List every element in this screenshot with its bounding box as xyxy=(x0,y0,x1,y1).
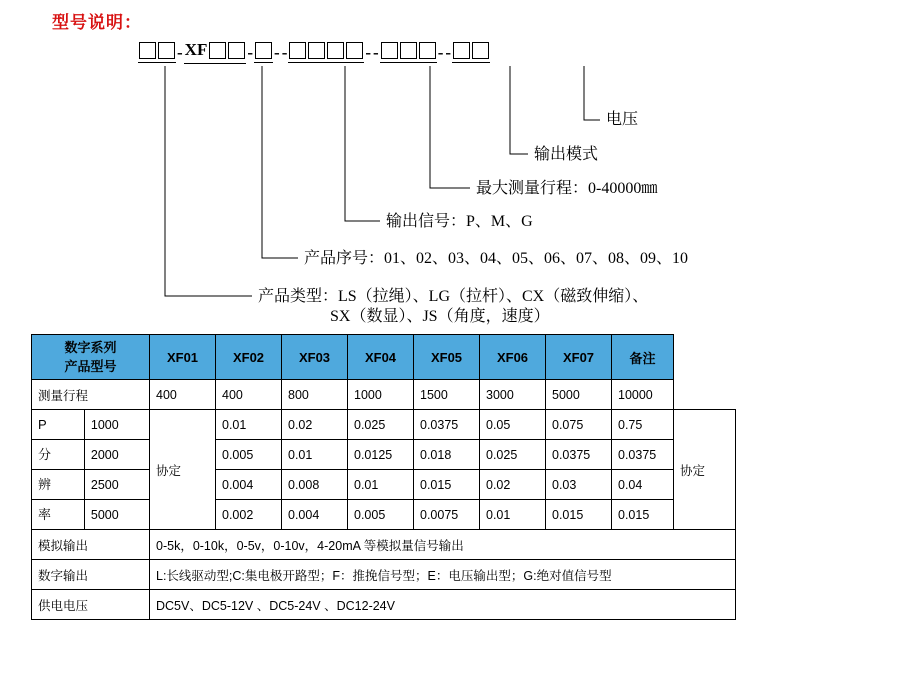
spec-table xyxy=(31,334,736,620)
res-2500-xf06: 0.02 xyxy=(480,470,546,500)
res-2000-xf08: 0.0375 xyxy=(612,440,674,470)
res-2000-xf04: 0.0125 xyxy=(348,440,414,470)
res-5000-xf05: 0.0075 xyxy=(414,500,480,530)
row-value-supply-voltage: DC5V、DC5-12V 、DC5-24V 、DC12-24V xyxy=(150,590,736,620)
row-label-range: 测量行程 xyxy=(32,380,150,410)
row-value-analog-output: 0-5k，0-10k，0-5v，0-10v，4-20mA 等模拟量信号输出 xyxy=(150,530,736,560)
header-model-xf01: XF01 xyxy=(150,335,216,380)
res-2500-xf05: 0.015 xyxy=(414,470,480,500)
range-xf08: 10000 xyxy=(612,380,674,410)
pulses-2500: 2500 xyxy=(84,470,149,500)
res-1000-xf05: 0.0375 xyxy=(414,410,480,440)
res-2000-xf07: 0.0375 xyxy=(546,440,612,470)
leader-label-product-type-2: SX（数显）、JS（角度，速度） xyxy=(330,308,550,325)
code-text-xf: XF xyxy=(184,40,208,59)
code-dash: - xyxy=(437,42,444,62)
res-5000-xf08: 0.015 xyxy=(612,500,674,530)
res-5000-xf04: 0.005 xyxy=(348,500,414,530)
code-dash: - xyxy=(281,42,288,62)
leader-lines xyxy=(0,0,909,330)
row-label-analog-output: 模拟输出 xyxy=(32,530,150,560)
header-series-line2: 产品型号 xyxy=(64,359,117,374)
page-title: 型号说明： xyxy=(52,13,142,32)
code-dash: - xyxy=(177,42,183,62)
table-row-analog-output xyxy=(32,530,736,560)
table-row-resolution-2500 xyxy=(32,470,736,500)
res-1000-xf06: 0.05 xyxy=(480,410,546,440)
res-1000-xf08: 0.75 xyxy=(612,410,674,440)
row-label-digital-output: 数字输出 xyxy=(32,560,150,590)
leader-label-output-mode: 输出模式 xyxy=(534,146,599,163)
res-2500-xf08: 0.04 xyxy=(612,470,674,500)
table-row-resolution-2000 xyxy=(32,440,736,470)
leader-label-output-signal: 输出信号：P、M、G xyxy=(386,213,533,230)
res-5000-xf07: 0.015 xyxy=(546,500,612,530)
table-row-supply-voltage xyxy=(32,590,736,620)
res-5000-xf06: 0.01 xyxy=(480,500,546,530)
pulses-5000: 5000 xyxy=(84,500,149,530)
header-model-xf04: XF04 xyxy=(348,335,414,380)
leader-label-max-range: 最大测量行程：0-40000㎜ xyxy=(476,180,658,197)
res-5000-xf03: 0.004 xyxy=(282,500,348,530)
header-model-xf07: XF07 xyxy=(546,335,612,380)
code-dash: - xyxy=(247,42,254,62)
res-2000-xf06: 0.025 xyxy=(480,440,546,470)
leader-label-voltage: 电压 xyxy=(606,111,639,128)
table-row-resolution-5000 xyxy=(32,500,736,530)
header-model-xf06: XF06 xyxy=(480,335,546,380)
table-header-row xyxy=(32,335,736,380)
resolution-label-lv: 率 xyxy=(32,500,85,530)
table-row-range xyxy=(32,380,736,410)
res-2000-xf03: 0.01 xyxy=(282,440,348,470)
res-5000-xf02: 0.002 xyxy=(216,500,282,530)
res-2500-xf03: 0.008 xyxy=(282,470,348,500)
resolution-xf01-merged: 协定 xyxy=(150,410,216,530)
res-2500-xf07: 0.03 xyxy=(546,470,612,500)
header-model-xf05: XF05 xyxy=(414,335,480,380)
range-xf02: 400 xyxy=(216,380,282,410)
header-model-xf03: XF03 xyxy=(282,335,348,380)
row-value-digital-output: L:长线驱动型;C:集电极开路型；F：推挽信号型；E：电压输出型；G:绝对值信号型 xyxy=(150,560,736,590)
res-2500-xf04: 0.01 xyxy=(348,470,414,500)
code-dash: - xyxy=(274,42,280,62)
row-label-supply-voltage: 供电电压 xyxy=(32,590,150,620)
res-2500-xf02: 0.004 xyxy=(216,470,282,500)
pulses-1000: 1000 xyxy=(84,410,149,440)
header-series-line1: 数字系列 xyxy=(64,340,117,355)
header-model-xf02: XF02 xyxy=(216,335,282,380)
resolution-label-bian: 辨 xyxy=(32,470,85,500)
code-dash: - xyxy=(365,42,372,62)
res-2000-xf02: 0.005 xyxy=(216,440,282,470)
res-1000-xf07: 0.075 xyxy=(546,410,612,440)
code-dash: - xyxy=(373,42,379,62)
table-row-digital-output xyxy=(32,560,736,590)
header-series-cell xyxy=(32,335,150,380)
table-row-resolution-1000 xyxy=(32,410,736,440)
res-2000-xf05: 0.018 xyxy=(414,440,480,470)
leader-label-product-type: 产品类型：LS（拉绳）、LG（拉杆）、CX（磁致伸缩）、 xyxy=(258,288,649,305)
code-dash: - xyxy=(445,42,452,62)
range-xf07: 5000 xyxy=(546,380,612,410)
resolution-remark: 协定 xyxy=(674,410,736,530)
res-1000-xf02: 0.01 xyxy=(216,410,282,440)
resolution-label-p: P xyxy=(32,410,85,440)
range-xf06: 3000 xyxy=(480,380,546,410)
resolution-label-fen: 分 xyxy=(32,440,85,470)
pulses-2000: 2000 xyxy=(84,440,149,470)
range-xf04: 1000 xyxy=(348,380,414,410)
range-xf03: 800 xyxy=(282,380,348,410)
res-1000-xf03: 0.02 xyxy=(282,410,348,440)
header-remark: 备注 xyxy=(612,335,674,380)
range-xf05: 1500 xyxy=(414,380,480,410)
res-1000-xf04: 0.025 xyxy=(348,410,414,440)
range-xf01: 400 xyxy=(150,380,216,410)
leader-label-product-serial: 产品序号：01、02、03、04、05、06、07、08、09、10 xyxy=(304,250,689,267)
